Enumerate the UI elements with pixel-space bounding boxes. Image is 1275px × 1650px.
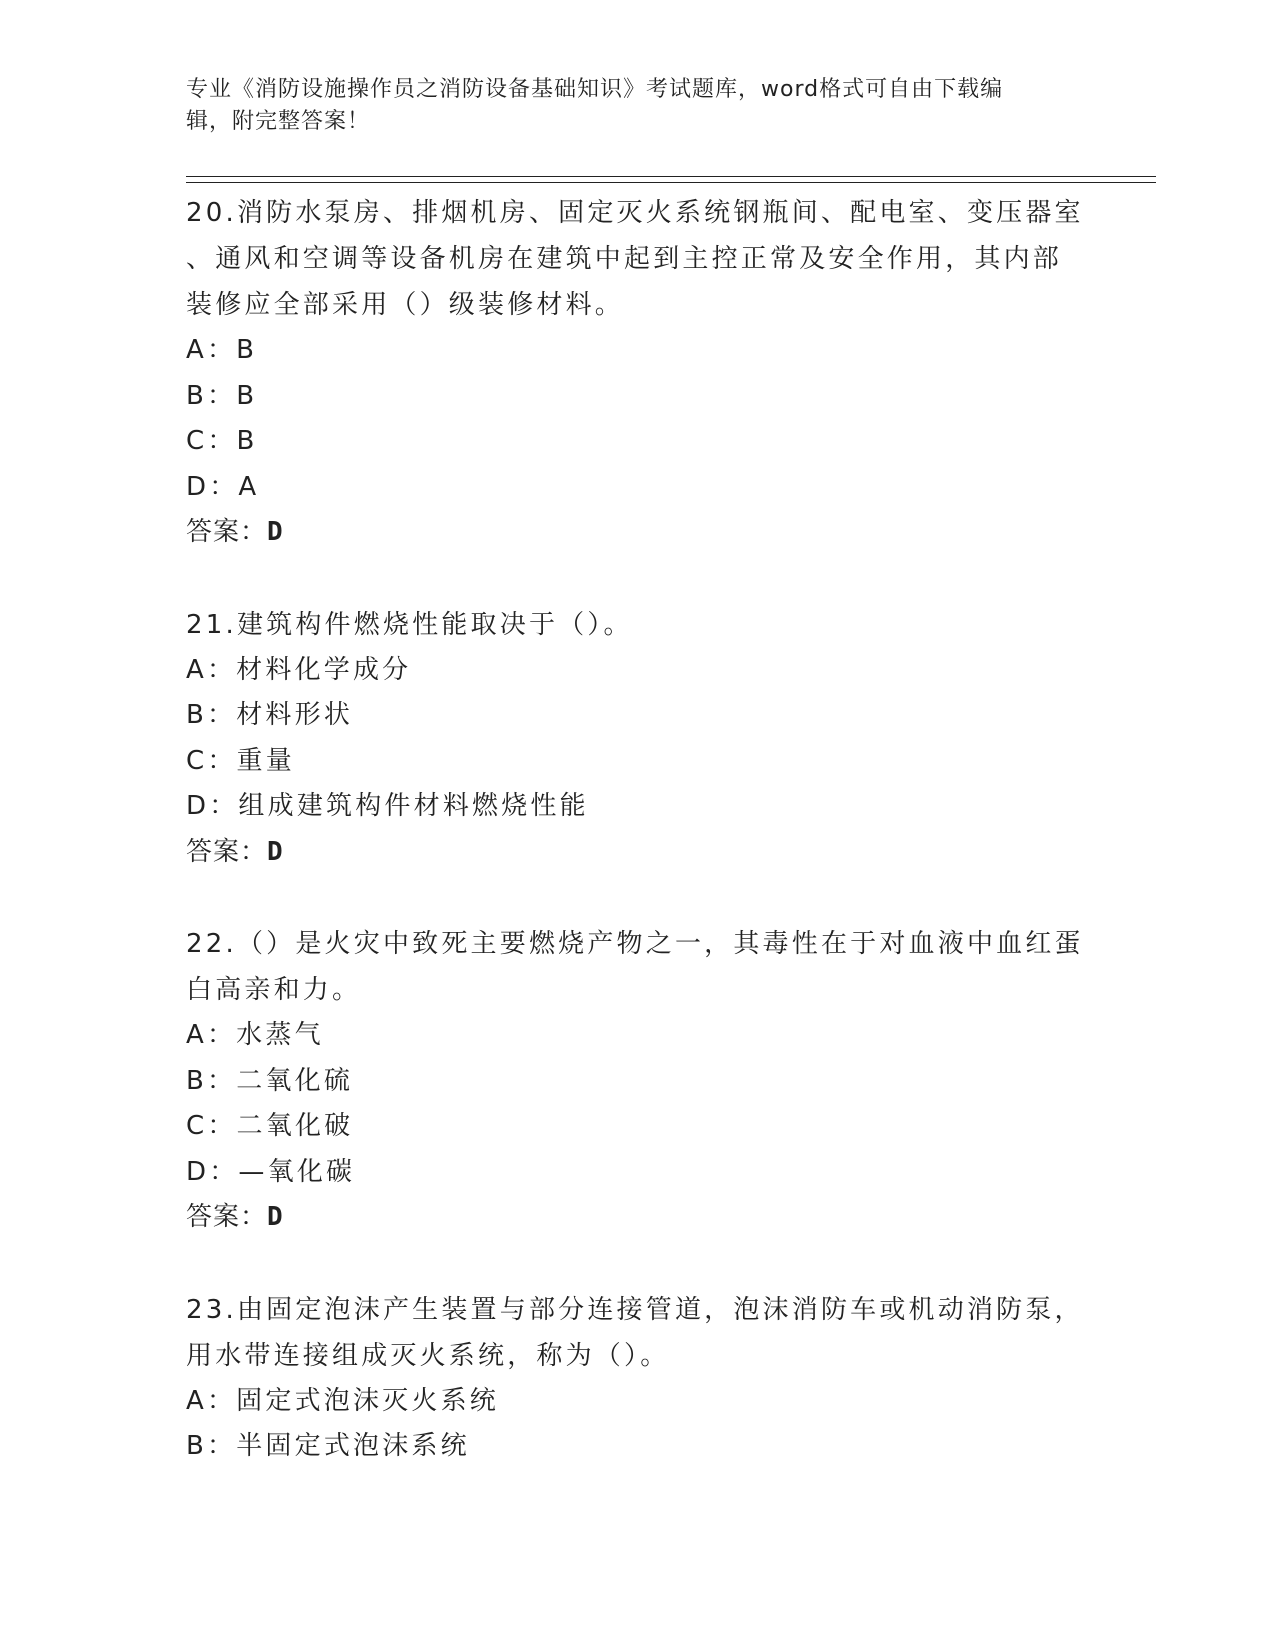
header-divider-top — [186, 176, 1156, 177]
question-stem — [186, 1285, 1086, 1379]
answer-label: 答案： — [186, 517, 268, 547]
question-stem — [186, 919, 1086, 1013]
question-21 — [186, 600, 1086, 876]
option-b: B：二氧化硫 — [186, 1065, 354, 1096]
answer-label: 答案： — [186, 1202, 268, 1232]
stem-line: 白高亲和力。 — [186, 975, 362, 1005]
stem-line: 22.（）是火灾中致死主要燃烧产物之一，其毒性在于对血液中血红蛋 — [186, 929, 1084, 959]
answer-value: D — [267, 1202, 284, 1232]
question-list — [186, 188, 1086, 1470]
stem-line: 、通风和空调等设备机房在建筑中起到主控正常及安全作用，其内部 — [186, 244, 1063, 274]
answer-line — [186, 1195, 1086, 1241]
question-22 — [186, 919, 1086, 1241]
question-stem — [186, 600, 1086, 648]
option-a: A：B — [186, 335, 258, 365]
spacer — [186, 875, 1086, 919]
answer-value: D — [267, 836, 284, 867]
header-line-2: 辑，附完整答案！ — [186, 109, 371, 134]
option-d: D：—氧化碳 — [186, 1156, 356, 1187]
option-a: A：水蒸气 — [186, 1020, 324, 1050]
answer-line — [186, 510, 1086, 556]
option-a: A：固定式泡沫灭火系统 — [186, 1385, 499, 1416]
document-header — [186, 74, 1066, 138]
stem-line: 用水带连接组成灭火系统，称为（）。 — [186, 1340, 670, 1371]
stem-line: 21.建筑构件燃烧性能取决于（）。 — [186, 609, 633, 640]
spacer — [186, 556, 1086, 600]
answer-value: D — [267, 517, 284, 547]
option-c: C：二氧化破 — [186, 1111, 354, 1141]
question-20 — [186, 188, 1086, 556]
question-23 — [186, 1285, 1086, 1470]
header-line-1: 专业《消防设施操作员之消防设备基础知识》考试题库，word格式可自由下载编 — [186, 77, 1004, 102]
option-d: D：A — [186, 471, 260, 502]
question-stem — [186, 188, 1086, 328]
stem-line: 装修应全部采用（）级装修材料。 — [186, 290, 625, 320]
option-b: B：半固定式泡沫系统 — [186, 1431, 470, 1461]
stem-line: 20.消防水泵房、排烟机房、固定灭火系统钢瓶间、配电室、变压器室 — [186, 198, 1084, 228]
option-b: B：B — [186, 380, 258, 411]
answer-line — [186, 830, 1086, 876]
answer-label: 答案： — [186, 836, 268, 867]
stem-line: 23.由固定泡沫产生装置与部分连接管道，泡沫消防车或机动消防泵， — [186, 1294, 1084, 1325]
header-divider-bottom — [186, 182, 1156, 183]
option-d: D：组成建筑构件材料燃烧性能 — [186, 791, 589, 821]
option-c: C：B — [186, 426, 258, 456]
spacer — [186, 1241, 1086, 1285]
option-a: A：材料化学成分 — [186, 654, 412, 685]
option-c: C：重量 — [186, 745, 295, 776]
option-b: B：材料形状 — [186, 700, 354, 730]
